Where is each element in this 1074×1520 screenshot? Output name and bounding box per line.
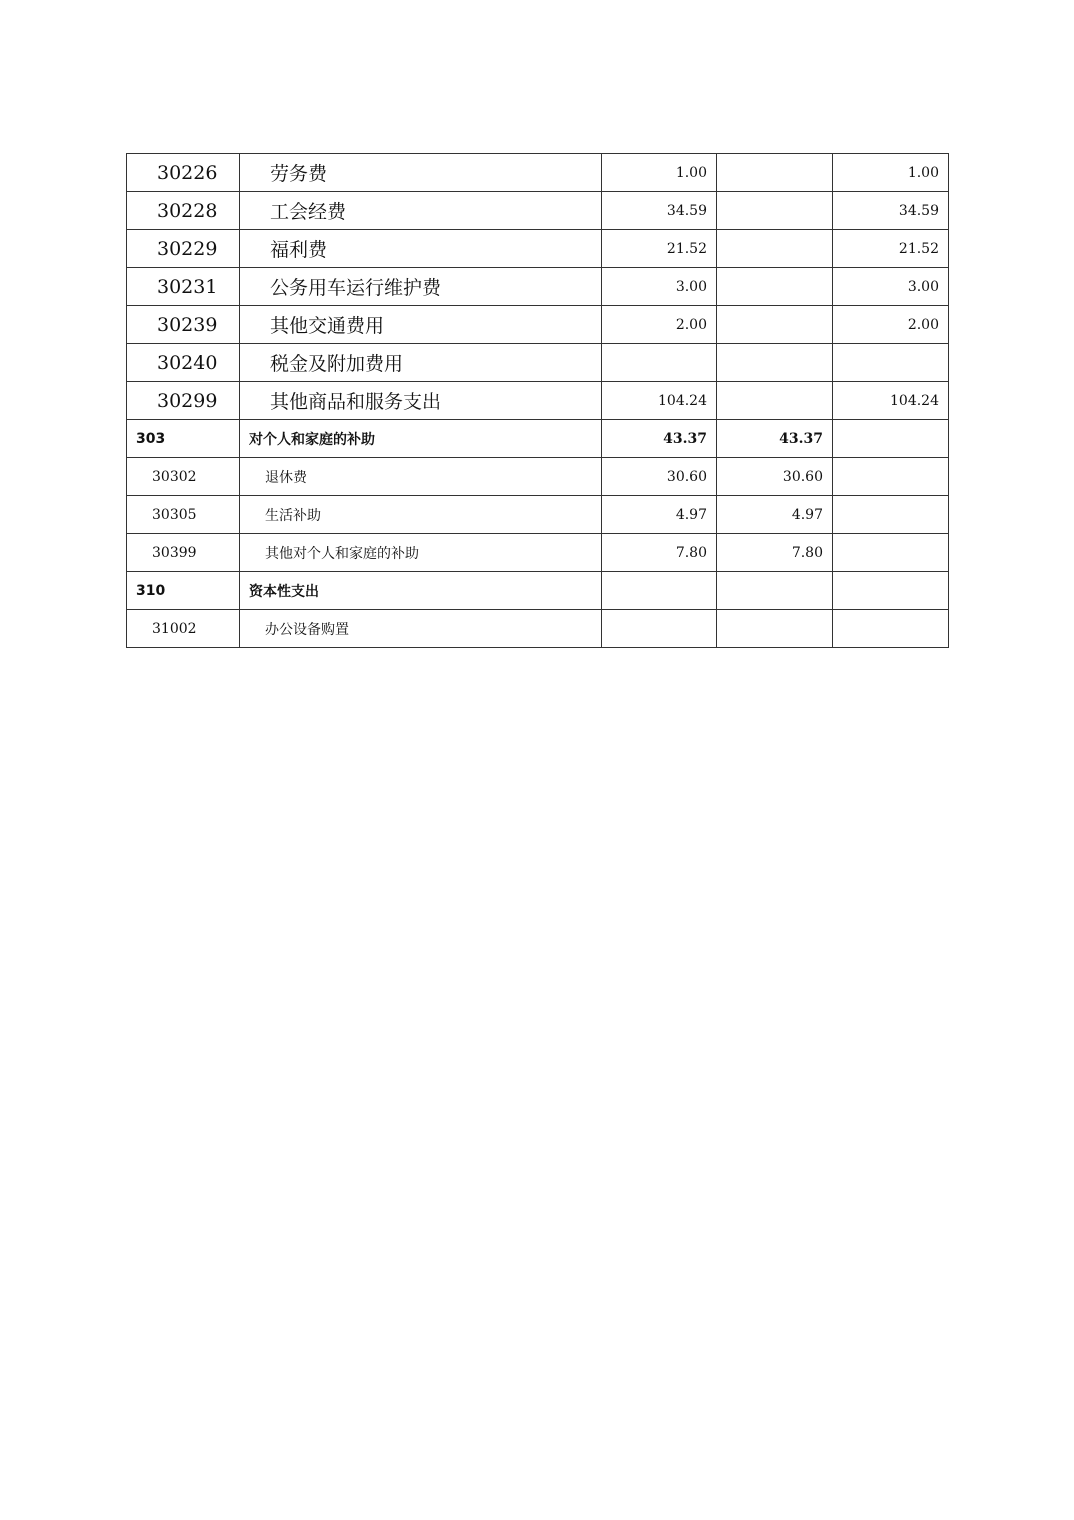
table-row (127, 610, 949, 648)
amount-basic (717, 230, 833, 268)
amount-total: 7.80 (602, 534, 717, 572)
account-code: 30239 (127, 306, 240, 344)
table-row (127, 192, 949, 230)
amount-total: 43.37 (602, 420, 717, 458)
account-code: 30226 (127, 154, 240, 192)
amount-total: 3.00 (602, 268, 717, 306)
account-code: 30229 (127, 230, 240, 268)
amount-project (833, 496, 949, 534)
amount-total: 30.60 (602, 458, 717, 496)
category-code: 303 (127, 420, 240, 458)
amount-project (833, 458, 949, 496)
amount-total: 21.52 (602, 230, 717, 268)
amount-basic: 7.80 (717, 534, 833, 572)
amount-basic (717, 192, 833, 230)
account-code: 30299 (127, 382, 240, 420)
amount-basic (717, 572, 833, 610)
account-code: 30399 (127, 534, 240, 572)
amount-total: 2.00 (602, 306, 717, 344)
table-row (127, 344, 949, 382)
amount-project (833, 534, 949, 572)
amount-total: 4.97 (602, 496, 717, 534)
table-row (127, 496, 949, 534)
account-code: 30231 (127, 268, 240, 306)
account-name: 其他对个人和家庭的补助 (240, 534, 602, 572)
amount-total: 34.59 (602, 192, 717, 230)
amount-basic (717, 154, 833, 192)
account-name: 退休费 (240, 458, 602, 496)
table-row (127, 230, 949, 268)
table-row (127, 268, 949, 306)
account-name: 其他商品和服务支出 (240, 382, 602, 420)
amount-basic: 43.37 (717, 420, 833, 458)
account-name: 工会经费 (240, 192, 602, 230)
account-code: 30305 (127, 496, 240, 534)
amount-project: 3.00 (833, 268, 949, 306)
account-name: 福利费 (240, 230, 602, 268)
amount-project (833, 344, 949, 382)
account-code: 31002 (127, 610, 240, 648)
amount-basic (717, 382, 833, 420)
amount-project (833, 610, 949, 648)
amount-project: 1.00 (833, 154, 949, 192)
account-name: 办公设备购置 (240, 610, 602, 648)
amount-basic (717, 306, 833, 344)
amount-total (602, 610, 717, 648)
account-code: 30228 (127, 192, 240, 230)
amount-total: 104.24 (602, 382, 717, 420)
amount-project (833, 420, 949, 458)
amount-project: 104.24 (833, 382, 949, 420)
amount-project: 21.52 (833, 230, 949, 268)
budget-table-body (127, 154, 949, 648)
account-name: 其他交通费用 (240, 306, 602, 344)
amount-total: 1.00 (602, 154, 717, 192)
table-row (127, 534, 949, 572)
category-name: 对个人和家庭的补助 (240, 420, 602, 458)
amount-basic (717, 344, 833, 382)
table-row (127, 154, 949, 192)
account-code: 30302 (127, 458, 240, 496)
amount-total (602, 344, 717, 382)
account-name: 公务用车运行维护费 (240, 268, 602, 306)
amount-project: 34.59 (833, 192, 949, 230)
table-row (127, 458, 949, 496)
amount-total (602, 572, 717, 610)
amount-basic: 4.97 (717, 496, 833, 534)
category-row (127, 572, 949, 610)
amount-basic (717, 610, 833, 648)
budget-table (126, 153, 949, 648)
amount-project: 2.00 (833, 306, 949, 344)
table-row (127, 306, 949, 344)
category-code: 310 (127, 572, 240, 610)
amount-basic (717, 268, 833, 306)
account-name: 生活补助 (240, 496, 602, 534)
account-name: 劳务费 (240, 154, 602, 192)
category-name: 资本性支出 (240, 572, 602, 610)
amount-project (833, 572, 949, 610)
account-code: 30240 (127, 344, 240, 382)
table-row (127, 382, 949, 420)
account-name: 税金及附加费用 (240, 344, 602, 382)
category-row (127, 420, 949, 458)
amount-basic: 30.60 (717, 458, 833, 496)
